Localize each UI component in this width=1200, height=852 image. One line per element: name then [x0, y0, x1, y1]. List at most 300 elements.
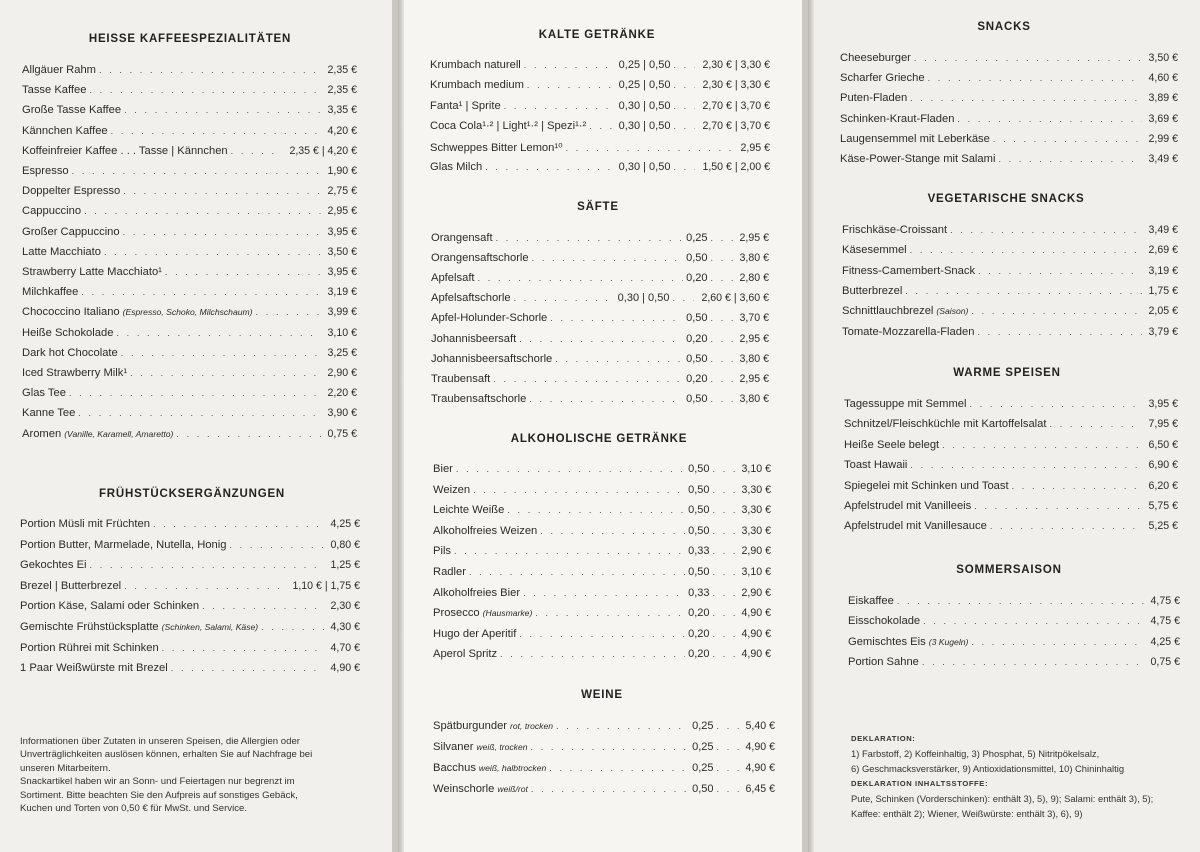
dot-leader [514, 293, 615, 303]
dot-leader [673, 101, 695, 111]
menu-item-price: 3,10 € [327, 326, 357, 339]
menu-item [433, 720, 775, 736]
menu-item-price: 2,30 € | 3,30 € [702, 59, 770, 71]
menu-item [22, 286, 357, 302]
menu-item-name: Toast Hawaii [844, 459, 908, 472]
menu-item-volume: 0,20 [686, 332, 708, 345]
dot-leader [713, 464, 735, 474]
declaration-line: 1) Farbstoff, 2) Koffeinhaltig, 3) Phosphat, 5) Nitritpökelsalz, [851, 748, 1100, 759]
dot-leader [971, 306, 1141, 316]
menu-item-name: Frischkäse-Croissant [842, 224, 948, 236]
dot-leader [942, 440, 1141, 450]
menu-item-price: 3,49 € [1148, 153, 1178, 165]
menu-item-price: 2,90 € [327, 367, 357, 379]
menu-item-volume: 0,50 [686, 252, 708, 265]
dot-leader [69, 388, 321, 398]
menu-item-price: 1,25 € [330, 559, 360, 572]
dot-leader [529, 394, 683, 404]
menu-item-price: 3,19 € [327, 286, 357, 299]
menu-item-volume: 0,50 [688, 504, 710, 517]
section-title-summer: SOMMERSAISON [956, 564, 1062, 576]
dot-leader [910, 245, 1142, 255]
menu-item [22, 64, 357, 80]
menu-item-price: 2,30 € | 3,30 € [702, 79, 770, 92]
menu-item-name: Butterbrezel [842, 284, 903, 297]
menu-item [431, 272, 769, 288]
menu-item-price: 4,75 € [1150, 595, 1180, 607]
dot-leader [998, 154, 1141, 164]
section-title-warm-dishes: WARME SPEISEN [953, 367, 1061, 379]
menu-item-price: 2,70 € | 3,70 € [702, 120, 770, 133]
menu-item-volume: 0,30 | 0,50 [617, 292, 670, 305]
menu-item [431, 373, 769, 389]
menu-item-volume: 0,33 [688, 586, 710, 599]
info-line: Unverträglichkeiten auslösen können, erhalten Sie auf Nachfrage bei [20, 749, 313, 761]
menu-item-volume: 0,20 [688, 648, 710, 661]
menu-item [22, 387, 357, 403]
menu-item-name: Heiße Schokolade [22, 326, 114, 339]
declaration-line: Kaffee: enthält 2); Wiener, Weißwürste: enthält 3), 6), 9) [851, 808, 1083, 819]
menu-item-note: (Hausmarke) [482, 608, 533, 619]
menu-item-name: Apfelstrudel mit Vanillesauce [844, 520, 987, 533]
dot-leader [111, 126, 321, 136]
menu-item [20, 539, 360, 555]
menu-item-note: weiß, trocken [476, 742, 528, 753]
menu-item [848, 595, 1180, 611]
menu-item-volume: 0,50 [686, 312, 708, 325]
dot-leader [99, 65, 321, 75]
menu-item-price: 3,50 € [327, 245, 357, 258]
dot-leader [566, 143, 734, 153]
menu-item-name: Weinschorle [433, 783, 495, 796]
menu-item-price: 3,70 € [739, 312, 769, 325]
menu-item-volume: 0,33 [688, 545, 710, 558]
section-title-wines: WEINE [581, 689, 623, 701]
menu-item-price: 1,90 € [327, 165, 357, 177]
dot-leader [72, 166, 321, 176]
menu-item-name: Große Tasse Kaffee [22, 104, 122, 117]
menu-item [431, 252, 769, 268]
dot-leader [124, 581, 285, 591]
menu-item-name: Alkoholfreies Bier [433, 586, 521, 599]
dot-leader [456, 464, 685, 474]
dot-leader [713, 608, 735, 618]
menu-item-price: 3,69 € [1148, 112, 1178, 125]
menu-item-price: 0,80 € [330, 538, 360, 551]
menu-item-price: 1,75 € [1148, 284, 1178, 297]
menu-item [431, 292, 769, 308]
menu-item-volume: 0,50 [692, 783, 714, 796]
menu-item-price: 4,90 € [330, 662, 360, 675]
declaration-footnote [851, 731, 1196, 821]
menu-item [433, 783, 775, 799]
menu-item [844, 520, 1178, 536]
menu-item-price: 3,80 € [739, 252, 769, 265]
dot-leader [897, 596, 1144, 606]
menu-item-name: Spätburgunder [433, 720, 508, 732]
menu-item [20, 518, 360, 534]
section-title-juices: SÄFTE [577, 201, 619, 213]
menu-item-name: Schnitzel/Fleischküchle mit Kartoffelsalat [844, 418, 1047, 431]
menu-item-price: 3,49 € [1148, 224, 1178, 236]
menu-item-name: Allgäuer Rahm [22, 64, 96, 76]
menu-panel-middle [398, 0, 802, 852]
dot-leader [977, 327, 1141, 337]
menu-item-price: 4,30 € [330, 621, 360, 633]
menu-item-price: 6,45 € [745, 783, 775, 796]
menu-item-name: Portion Käse, Salami oder Schinken [20, 600, 200, 613]
menu-item [22, 104, 357, 120]
section-title-cold-drinks: KALTE GETRÄNKE [538, 29, 656, 41]
menu-item-price: 3,19 € [1148, 264, 1178, 277]
dot-leader [519, 334, 683, 344]
menu-item-name: Aperol Spritz [433, 648, 498, 661]
menu-item [433, 484, 771, 500]
menu-item [431, 232, 769, 248]
declaration-ingredients-title: DEKLARATION INHALTSSTOFFE: [851, 779, 989, 788]
dot-leader [89, 85, 320, 95]
menu-item-name: Kanne Tee [22, 407, 76, 420]
dot-leader [978, 266, 1141, 276]
menu-item [22, 306, 357, 322]
dot-leader [713, 588, 735, 598]
menu-item [430, 161, 770, 177]
menu-item-price: 2,35 € [327, 84, 357, 97]
menu-item [22, 84, 357, 100]
menu-item [842, 326, 1178, 342]
menu-item-name: Bacchus [433, 762, 476, 775]
menu-item-price: 2,35 € [327, 64, 357, 76]
dot-leader [153, 519, 324, 529]
menu-item-name: Apfelsaftschorle [431, 292, 511, 305]
menu-item-price: 6,20 € [1148, 479, 1178, 492]
menu-item [431, 353, 769, 369]
menu-item-name: 1 Paar Weißwürste mit Brezel [20, 662, 168, 675]
menu-item [844, 500, 1178, 516]
menu-item-name: Weizen [433, 483, 471, 496]
dot-leader [673, 60, 695, 70]
menu-item-name: Strawberry Latte Macchiato¹ [22, 266, 162, 278]
menu-item-price: 2,95 € [739, 372, 769, 385]
menu-item-name: Gekochtes Ei [20, 559, 87, 572]
menu-item-price: 2,80 € [739, 272, 769, 285]
dot-leader [84, 206, 320, 216]
section-title-veg-snacks: VEGETARISCHE SNACKS [927, 193, 1085, 205]
menu-item-name: Eiskaffee [848, 595, 894, 607]
menu-item-price: 4,75 € [1150, 615, 1180, 628]
menu-item-price: 3,95 € [327, 225, 357, 238]
dot-leader [713, 485, 735, 495]
menu-item-name: Schinken-Kraut-Fladen [840, 112, 955, 125]
menu-item-volume: 0,50 [688, 566, 710, 578]
menu-item-name: Gemischtes Eis [848, 635, 926, 648]
dot-leader [507, 505, 685, 515]
menu-item-name: Glas Milch [430, 161, 483, 173]
menu-item-name: Doppelter Espresso [22, 185, 121, 198]
dot-leader [473, 485, 685, 495]
dot-leader [504, 101, 616, 111]
menu-item [840, 133, 1178, 149]
menu-item-price: 2,30 € [330, 600, 360, 613]
menu-item-price: 4,60 € [1148, 72, 1178, 85]
menu-item-price: 2,60 € | 3,60 € [701, 292, 769, 305]
menu-item-price: 2,90 € [741, 586, 771, 599]
menu-item [842, 224, 1178, 240]
dot-leader [711, 233, 733, 243]
dot-leader [121, 348, 321, 358]
menu-item-name: Brezel | Butterbrezel [20, 579, 122, 592]
menu-item [433, 525, 771, 541]
menu-item [433, 628, 771, 644]
menu-item [848, 636, 1180, 652]
menu-item-price: 3,95 € [327, 266, 357, 278]
menu-item [433, 463, 771, 479]
dot-leader [993, 134, 1142, 144]
menu-item-price: 2,20 € [327, 387, 357, 400]
section-title-breakfast: FRÜHSTÜCKSERGÄNZUNGEN [98, 488, 286, 500]
dot-leader [485, 162, 615, 172]
dot-leader [523, 588, 685, 598]
dot-leader [202, 601, 323, 611]
dot-leader [928, 73, 1142, 83]
menu-item [842, 305, 1178, 321]
fold-shadow [398, 0, 404, 852]
menu-item [22, 327, 357, 343]
dot-leader [261, 622, 323, 632]
declaration-title: DEKLARATION: [851, 734, 916, 743]
dot-leader [711, 374, 733, 384]
dot-leader [531, 784, 689, 794]
dot-leader [500, 649, 685, 659]
dot-leader [524, 60, 616, 70]
menu-item [22, 226, 357, 242]
menu-item-price: 5,40 € [745, 720, 775, 732]
dot-leader [957, 114, 1141, 124]
dot-leader [713, 567, 735, 577]
dot-leader [711, 313, 733, 323]
dot-leader [550, 313, 683, 323]
info-line: Informationen über Zutaten in unseren Speisen, die Allergien oder [20, 736, 300, 747]
menu-item-volume: 0,20 [686, 272, 708, 285]
menu-item-name: Silvaner [433, 741, 474, 754]
menu-item [842, 265, 1178, 281]
menu-item-name: Orangensaftschorle [431, 252, 529, 265]
dot-leader [78, 408, 320, 418]
menu-item-name: Apfelsaft [431, 272, 475, 285]
menu-item-price: 2,99 € [1148, 132, 1178, 145]
menu-item-price: 3,95 € [1148, 398, 1178, 410]
info-line: Kuchen und Torten von 0,50 € für MwSt. und Service. [20, 803, 248, 815]
menu-item-name: Tomate-Mozzarella-Fladen [842, 325, 975, 338]
dot-leader [478, 273, 684, 283]
dot-leader [923, 616, 1143, 626]
menu-item [433, 648, 771, 664]
menu-item-volume: 0,20 [688, 627, 710, 640]
section-title-alcoholic: ALKOHOLISCHE GETRÄNKE [510, 433, 688, 445]
menu-item-price: 3,80 € [739, 352, 769, 365]
menu-item-price: 3,89 € [1148, 92, 1178, 105]
menu-item-price: 1,50 € | 2,00 € [702, 161, 770, 173]
menu-item-name: Puten-Fladen [840, 92, 908, 105]
dot-leader [555, 354, 683, 364]
dot-leader [1012, 481, 1142, 491]
menu-item-name: Fanta¹ | Sprite [430, 99, 501, 112]
dot-leader [104, 247, 321, 257]
menu-item-price: 3,90 € [327, 407, 357, 420]
dot-leader [549, 763, 689, 773]
menu-item-name: Leichte Weiße [433, 504, 505, 517]
dot-leader [711, 354, 733, 364]
dot-leader [974, 501, 1141, 511]
dot-leader [256, 307, 321, 317]
menu-item-name: Iced Strawberry Milk¹ [22, 367, 128, 379]
menu-item-price: 3,10 € [741, 566, 771, 578]
menu-item-price: 4,25 € [1150, 635, 1180, 648]
menu-item [430, 79, 770, 95]
menu-item [433, 566, 771, 582]
menu-item-name: Coca Cola¹·² | Light¹·² | Spezi¹·² [430, 120, 587, 133]
menu-item [22, 407, 357, 423]
menu-item-name: Gemischte Frühstücksplatte [20, 621, 159, 633]
menu-item-price: 2,95 € [739, 232, 769, 244]
menu-item-name: Pils [433, 545, 452, 558]
dot-leader [905, 286, 1141, 296]
menu-item-price: 2,35 € | 4,20 € [289, 144, 357, 157]
menu-panel-left [0, 0, 392, 852]
menu-item-volume: 0,25 [692, 741, 714, 754]
menu-item-volume: 0,30 | 0,50 [618, 161, 671, 173]
dot-leader [493, 374, 683, 384]
menu-item [430, 100, 770, 116]
menu-item-price: 3,30 € [741, 483, 771, 496]
dot-leader [713, 526, 735, 536]
menu-item-name: Scharfer Grieche [840, 72, 925, 85]
menu-item-price: 3,10 € [741, 463, 771, 475]
menu-item-volume: 0,25 | 0,50 [618, 79, 671, 92]
menu-item-name: Tasse Kaffee [22, 84, 87, 97]
menu-item-price: 5,25 € [1148, 520, 1178, 533]
menu-item-name: Apfel-Holunder-Schorle [431, 312, 548, 325]
menu-item-name: Krumbach medium [430, 79, 524, 92]
menu-item-price: 2,75 € [327, 185, 357, 198]
menu-item-volume: 0,50 [688, 463, 710, 475]
menu-item [20, 559, 360, 575]
dot-leader [123, 227, 321, 237]
dot-leader [971, 637, 1143, 647]
dot-leader [910, 460, 1141, 470]
dot-leader [123, 186, 320, 196]
info-line: Snackartikel haben wir an Sonn- und Feiertagen nur begrenzt im [20, 776, 295, 788]
menu-item-price: 6,90 € [1148, 459, 1178, 472]
menu-item-note: (3 Kugeln) [928, 636, 969, 647]
menu-item [22, 145, 357, 161]
menu-item-price: 1,10 € | 1,75 € [292, 579, 360, 592]
menu-item-name: Milchkaffee [22, 286, 79, 299]
dot-leader [176, 429, 320, 439]
dot-leader [124, 105, 320, 115]
menu-item [433, 545, 771, 561]
menu-item-name: Krumbach naturell [430, 59, 521, 71]
menu-item [844, 480, 1178, 496]
menu-item-price: 3,50 € [1148, 52, 1178, 64]
dot-leader [454, 546, 685, 556]
menu-item [22, 165, 357, 181]
dot-leader [469, 567, 685, 577]
menu-item [840, 52, 1178, 68]
menu-item-name: Cappuccino [22, 205, 82, 218]
dot-leader [990, 521, 1142, 531]
dot-leader [711, 334, 733, 344]
dot-leader [527, 80, 616, 90]
menu-item-price: 4,20 € [327, 124, 357, 137]
menu-item-name: Käsesemmel [842, 244, 907, 257]
menu-item-price: 4,70 € [330, 641, 360, 654]
dot-leader [717, 784, 739, 794]
menu-item-price: 4,90 € [741, 607, 771, 620]
menu-item [22, 125, 357, 141]
dot-leader [531, 742, 690, 752]
dot-leader [711, 394, 733, 404]
menu-item-name: Eisschokolade [848, 615, 921, 628]
menu-item [430, 59, 770, 75]
dot-leader [717, 721, 739, 731]
menu-item-price: 4,25 € [330, 518, 360, 530]
menu-item-name: Schnittlauchbrezel [842, 305, 934, 318]
menu-item [840, 113, 1178, 129]
menu-item-name: Spiegelei mit Schinken und Toast [844, 479, 1009, 492]
menu-item-volume: 0,30 | 0,50 [618, 99, 671, 112]
menu-item-note: (Schinken, Salami, Käse) [161, 622, 259, 632]
menu-item [22, 347, 357, 363]
menu-item [842, 244, 1178, 260]
menu-item-name: Hugo der Aperitif [433, 627, 517, 640]
menu-item-name: Radler [433, 566, 466, 578]
menu-item-price: 0,75 € [1150, 656, 1180, 669]
dot-leader [81, 287, 320, 297]
dot-leader [229, 540, 323, 550]
menu-item-name: Traubensaftschorle [431, 392, 527, 405]
menu-item-price: 2,95 € [739, 332, 769, 345]
dot-leader [589, 121, 615, 131]
fold-shadow [808, 0, 814, 852]
menu-item-price: 7,95 € [1148, 418, 1178, 431]
menu-item-name: Glas Tee [22, 387, 66, 400]
menu-item [840, 153, 1178, 169]
menu-item-name: Johannisbeersaft [431, 332, 517, 345]
menu-item-name: Portion Sahne [848, 656, 919, 669]
dot-leader [717, 763, 739, 773]
menu-item [22, 205, 357, 221]
menu-item-name: Portion Rührei mit Schinken [20, 641, 159, 654]
dot-leader [90, 560, 324, 570]
menu-item-name: Prosecco [433, 607, 480, 620]
menu-item-price: 3,30 € [741, 524, 771, 537]
dot-leader [950, 225, 1141, 235]
menu-item [431, 393, 769, 409]
menu-item-name: Laugensemmel mit Leberkäse [840, 132, 990, 145]
menu-item-name: Alkoholfreies Weizen [433, 524, 538, 537]
dot-leader [496, 233, 684, 243]
menu-item-price: 2,69 € [1148, 244, 1178, 257]
menu-item [433, 607, 771, 623]
dot-leader [535, 608, 685, 618]
dot-leader [713, 546, 735, 556]
menu-item-name: Orangensaft [431, 232, 493, 244]
dot-leader [540, 526, 685, 536]
menu-item-price: 3,99 € [327, 306, 357, 319]
info-line: Sortiment. Bitte beachten Sie den Aufpreis auf sonstiges Gebäck, [20, 789, 298, 801]
menu-item [433, 762, 775, 778]
